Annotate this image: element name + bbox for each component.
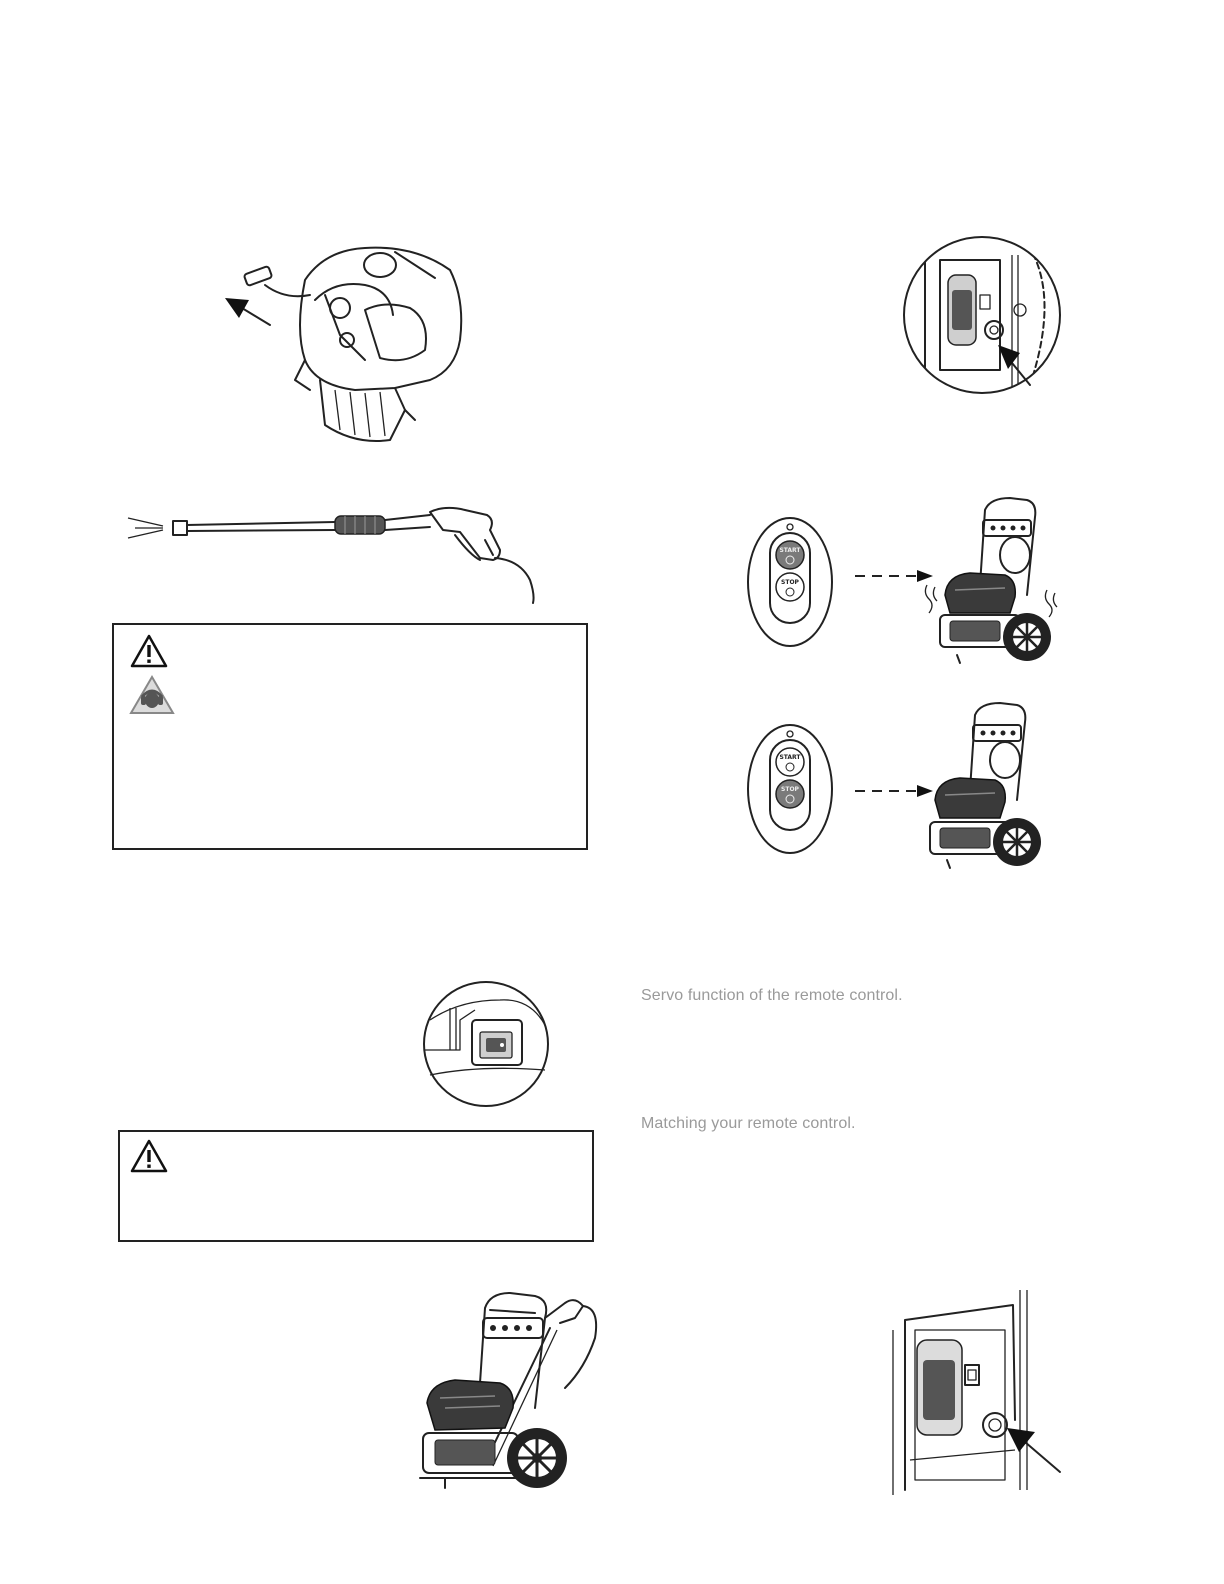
warning-triangle-icon — [129, 1138, 169, 1174]
pressure-washer-running-figure — [915, 495, 1060, 665]
matching-remote-heading: Matching your remote control. — [641, 1115, 856, 1132]
remote-start-label: START — [779, 547, 801, 554]
pairing-button-closeup-figure — [900, 235, 1065, 400]
remote-stop-label: STOP — [781, 786, 799, 793]
remote-control-stop-figure — [745, 722, 835, 857]
ear-protection-icon — [129, 675, 175, 715]
spray-wand-figure — [125, 500, 545, 605]
remote-stop-button — [776, 780, 804, 808]
pressure-washer-stored-wand-figure — [405, 1288, 605, 1498]
pressure-washer-stopped-figure — [915, 700, 1045, 870]
servo-function-heading: Servo function of the remote control. — [641, 987, 903, 1004]
switch-closeup-figure — [420, 980, 555, 1110]
remote-start-button — [776, 748, 804, 776]
remote-control-start-figure — [745, 515, 835, 650]
pairing-button-panel-figure — [885, 1290, 1065, 1500]
remote-stop-button — [776, 573, 804, 601]
remote-stop-label: STOP — [781, 579, 799, 586]
remote-start-label: START — [779, 754, 801, 761]
hearing-warning-box — [112, 623, 588, 850]
caution-box — [118, 1130, 594, 1242]
warning-triangle-icon — [129, 633, 169, 669]
engine-recoil-start-figure — [215, 240, 485, 455]
remote-start-button — [776, 541, 804, 569]
